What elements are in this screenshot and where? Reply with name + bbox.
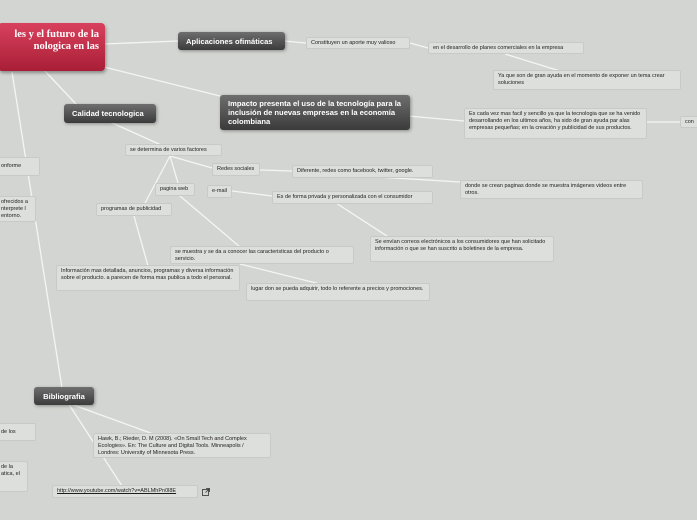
node-text: se muestra y se da a conocer las caracteristicas del producto o servicio.: [175, 249, 329, 262]
node-factores[interactable]: [125, 144, 222, 156]
node-text: Constituyen un aporte muy valioso: [311, 39, 396, 46]
branch-label: Calidad tecnologica: [72, 109, 144, 118]
node-text: Ya que son de gran ayuda en el momento de exponer un tema crear soluciones: [498, 73, 665, 86]
node-text: lugar don se pueda adquirir, todo lo referente a precios y promociones.: [251, 286, 424, 292]
node-text: en el desarrollo de planes comerciales en la empresa: [433, 44, 564, 51]
external-link-icon[interactable]: [202, 488, 210, 496]
central-topic-text: les y el futuro de la nologica en las: [14, 29, 99, 52]
node-text: onforme: [1, 163, 22, 169]
branch-label: Bibliografia: [43, 391, 85, 401]
node-conforme[interactable]: [0, 157, 40, 176]
node-text: se determina de varios factores: [130, 146, 207, 153]
node-text: donde se crean paginas donde se muestra imágenes videos entre otros.: [465, 183, 627, 196]
node-text: de los: [1, 428, 16, 435]
node-privada[interactable]: [272, 191, 433, 204]
branch-label: Aplicaciones ofimáticas: [186, 36, 273, 46]
branch-calidad-tecnologica[interactable]: [64, 104, 156, 123]
node-informacion[interactable]: [56, 265, 240, 291]
node-de-los[interactable]: [0, 423, 36, 441]
node-text: Redes sociales: [217, 166, 255, 172]
node-text: con: [685, 118, 694, 125]
node-con[interactable]: [680, 116, 697, 128]
node-redes-sociales[interactable]: [212, 163, 260, 176]
branch-impacto[interactable]: [220, 95, 410, 130]
node-de-la[interactable]: [0, 461, 28, 492]
node-email[interactable]: [207, 185, 232, 198]
node-lugar[interactable]: [246, 283, 430, 301]
node-correos[interactable]: [370, 236, 554, 262]
node-muestra[interactable]: [170, 246, 354, 264]
node-text: Es de forma privada y personalizada con el consumidor: [277, 194, 413, 200]
node-pagina-web[interactable]: [155, 183, 195, 196]
node-text: programas de publicidad: [101, 206, 162, 212]
node-aporte[interactable]: [306, 37, 410, 49]
node-ayuda[interactable]: [493, 70, 681, 90]
node-youtube-link[interactable]: [52, 485, 198, 498]
node-paginas[interactable]: [460, 180, 643, 199]
node-text: ofrecidos a nterprete l entorno.: [1, 199, 28, 219]
node-text: Hawk, B.; Rieder, D. M (2008). «On Small Tech and Complex Ecologies». En: The Culture and Digital Tools. Minneapolis / Londres: University of Minnesota Press.: [98, 436, 247, 456]
node-diferente[interactable]: [292, 165, 433, 178]
branch-aplicaciones-ofimaticas[interactable]: [178, 32, 285, 50]
node-programas-publicidad[interactable]: [96, 203, 172, 216]
node-text: de la atica, el: [1, 464, 20, 477]
node-text: Diferente, redes como facebook, twitter, google.: [297, 168, 414, 174]
branch-bibliografia[interactable]: [34, 387, 94, 405]
node-hawk-reference[interactable]: [93, 433, 271, 458]
node-text: Se envían correos electrónicos a los consumidores que han solicitado información o que se han suscrito a boletines de la empresa.: [375, 239, 546, 252]
node-text: Es cada vez mas facil y sencillo ya que la tecnologia que se ha venido desarrollando en los ultimos años, ha sido de gran ayuda par alas empresas pequeñas; en la creación y publicidad de sus productos.: [469, 111, 641, 131]
node-planes[interactable]: [428, 42, 584, 54]
youtube-link[interactable]: http://www.youtube.com/watch?v=ABLMhPn0l8E: [57, 488, 177, 494]
node-text: pagina web: [160, 186, 189, 192]
node-sencillo[interactable]: [464, 108, 647, 139]
central-topic[interactable]: [0, 23, 105, 71]
node-text: Información mas detallada, anuncios, programas y diversa información sobre el producto. a parecen de forma mas publica a todo el personal.: [61, 268, 234, 281]
node-ofrecidos[interactable]: [0, 196, 36, 222]
branch-label: Impacto presenta el uso de la tecnología para la inclusión de nuevas empresas en la economía colombiana: [228, 99, 402, 126]
node-text: e-mail: [212, 188, 227, 194]
